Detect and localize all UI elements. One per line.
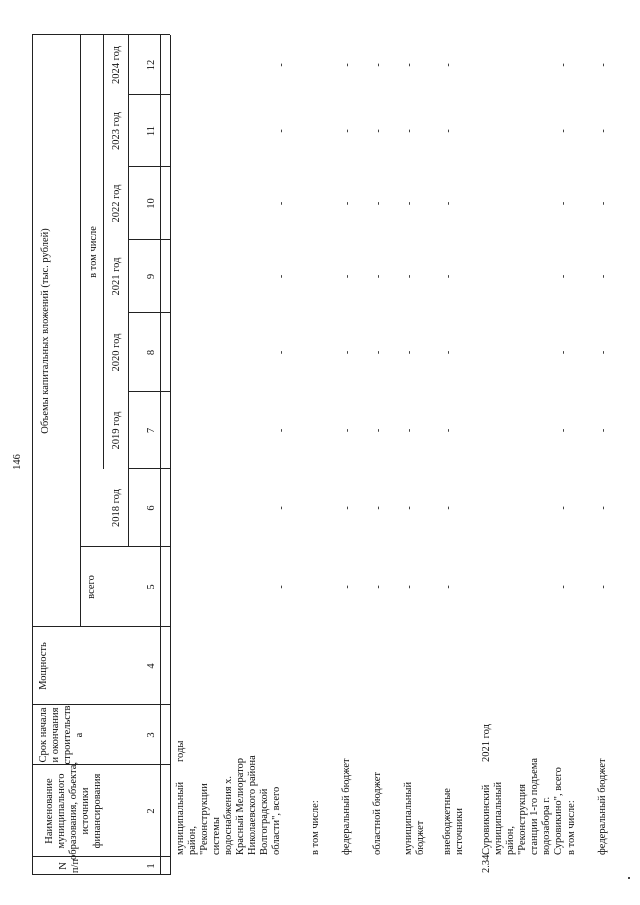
row-name-line: "Реконструкция [517, 784, 528, 855]
column-rule [128, 166, 170, 167]
dash-cell: - [342, 274, 353, 279]
row-term: годы [175, 740, 186, 762]
header-volumes: Объемы капитальных вложений (тыс. рублей) [40, 228, 51, 434]
incl-header-rule [103, 35, 104, 469]
dash-cell: - [598, 201, 609, 206]
dash-cell: - [404, 63, 415, 67]
dash-cell: - [598, 585, 609, 589]
row-name-line: внебюджетные [442, 788, 453, 855]
header-year-2024: 2024 год [111, 46, 122, 84]
dash-cell: - [276, 585, 287, 589]
col-number: 4 [146, 663, 157, 669]
column-rule [32, 856, 170, 857]
dash-cell: - [558, 274, 569, 279]
row-name-line: бюджет [415, 820, 426, 855]
dash-cell: - [342, 129, 353, 133]
row-name-line: район, [187, 825, 198, 855]
dash-cell: - [276, 428, 287, 433]
dash-cell: - [404, 585, 415, 589]
header-total: всего [86, 575, 97, 599]
dash-cell: - [598, 274, 609, 279]
dash-cell: - [443, 63, 454, 67]
dash-cell: - [404, 274, 415, 279]
dash-cell: - [558, 428, 569, 433]
col-number: 10 [146, 198, 157, 209]
header-incl: в том числе [88, 226, 99, 278]
dash-cell: - [443, 506, 454, 510]
page-number: 146 [12, 454, 23, 470]
years-header-rule [128, 35, 129, 547]
row-name-line: станции 1-го подъема [529, 757, 540, 855]
dash-cell: - [342, 201, 353, 206]
col-number: 11 [146, 125, 157, 137]
col-number: 1 [146, 863, 157, 869]
dash-cell: - [443, 585, 454, 589]
dash-cell: - [276, 350, 287, 355]
row-name-line: водоснабжения х. [223, 775, 234, 855]
row-name-line: в том числе: [310, 800, 321, 855]
column-rule [128, 468, 170, 469]
dash-cell: - [342, 63, 353, 67]
dash-cell: - [558, 350, 569, 355]
dash-cell: - [373, 350, 384, 355]
row-name-line: Суровикино", всего [553, 767, 564, 855]
header-year-2023: 2023 год [111, 112, 122, 150]
dash-cell: - [443, 129, 454, 133]
dash-cell: - [443, 350, 454, 355]
header-name-line: финансирования [92, 773, 103, 849]
col-number: 5 [146, 584, 157, 590]
header-num: N [58, 862, 69, 870]
row-name-line: Красный Мелиоратор [235, 757, 246, 855]
dash-cell: - [342, 506, 353, 510]
column-rule [32, 874, 170, 875]
dash-cell: - [373, 585, 384, 589]
row-number: 2.34. [481, 852, 492, 873]
column-rule [128, 239, 170, 240]
dash-cell: - [598, 63, 609, 67]
dash-cell: - [404, 506, 415, 510]
dash-cell: - [373, 274, 384, 279]
header-year-2020: 2020 год [111, 333, 122, 372]
dash-cell: - [276, 506, 287, 510]
dash-cell: - [342, 585, 353, 589]
row-name-line: федеральный бюджет [597, 758, 608, 855]
column-rule [128, 94, 170, 95]
row-name-line: системы [211, 817, 222, 855]
dash-cell: - [443, 428, 454, 433]
header-year-2021: 2021 год [111, 257, 122, 296]
col-number: 2 [146, 808, 157, 814]
header-power: Мощность [38, 642, 49, 690]
dash-cell: - [404, 350, 415, 355]
row-name-line: "Реконструкции [199, 783, 210, 855]
row-term: 2021 год [481, 724, 492, 762]
dash-cell: - [373, 63, 384, 67]
column-rule [32, 34, 170, 35]
header-term-line: а [74, 732, 85, 738]
row-name-line: Волгоградской [259, 788, 270, 855]
header-name-line: образования, объекта, [68, 761, 79, 861]
header-year-2018: 2018 год [111, 489, 122, 527]
col-number: 3 [146, 732, 157, 738]
col-number: 6 [146, 505, 157, 511]
dash-cell: - [443, 274, 454, 279]
dash-cell: - [276, 129, 287, 133]
row-name-line: источники [454, 808, 465, 855]
dash-cell: - [598, 129, 609, 133]
row-name-line: областной бюджет [372, 772, 383, 855]
dash-cell: - [373, 129, 384, 133]
volumes-header-rule [80, 35, 81, 627]
dash-cell: - [558, 129, 569, 133]
dash-cell: - [373, 201, 384, 206]
dash-cell: - [558, 201, 569, 206]
dash-cell: - [598, 506, 609, 510]
col-numbers-rule [160, 35, 161, 875]
dash-cell: - [373, 428, 384, 433]
header-name-line: Наименование [44, 778, 55, 844]
dash-cell: - [342, 428, 353, 433]
row-name-line: муниципальный [403, 781, 414, 855]
header-name-line: муниципального [56, 773, 67, 849]
row-name-line: Николаевского района [247, 755, 258, 855]
dash-cell: - [404, 201, 415, 206]
table-top-rule [32, 35, 33, 875]
dash-cell: - [373, 506, 384, 510]
col-number: 9 [146, 273, 157, 280]
dash-cell: - [276, 63, 287, 67]
row-name-line: федеральный бюджет [341, 758, 352, 855]
row-name-line: муниципальный [493, 781, 504, 855]
header-num2: п/п [70, 858, 81, 874]
dash-cell: - [342, 350, 353, 355]
row-name-line: водозабора г. [541, 796, 552, 855]
row-name-line: области", всего [271, 786, 282, 855]
column-rule [32, 764, 170, 765]
header-name-line: источники [80, 787, 91, 835]
header-year-2022: 2022 год [111, 184, 122, 223]
header-term-line: Срок начала [38, 707, 49, 763]
dash-cell: - [558, 506, 569, 510]
dash-cell: - [276, 201, 287, 206]
dash-cell: - [558, 63, 569, 67]
row-name-line: Суровикинский [481, 784, 492, 855]
row-name-line: муниципальный [175, 781, 186, 855]
dash-cell: - [276, 274, 287, 279]
dash-cell: - [598, 350, 609, 355]
column-rule [32, 704, 170, 705]
row-name-line: в том числе: [566, 800, 577, 855]
col-number: 8 [146, 349, 157, 356]
row-name-line: район, [505, 825, 516, 855]
col-numbers-bottom-rule [170, 35, 171, 875]
dash-cell: - [443, 201, 454, 206]
header-term-line: строительств [62, 705, 73, 765]
column-rule [32, 626, 170, 627]
col-number: 7 [146, 427, 157, 434]
column-rule [128, 312, 170, 313]
col-number: 12 [146, 59, 157, 71]
header-term-line: и окончания [50, 707, 61, 763]
header-year-2019: 2019 год [111, 411, 122, 450]
column-rule [128, 391, 170, 392]
column-rule [80, 546, 170, 547]
dash-cell: - [598, 428, 609, 433]
dash-cell: - [404, 428, 415, 433]
dash-cell: - [404, 129, 415, 133]
dash-cell: - [558, 585, 569, 589]
